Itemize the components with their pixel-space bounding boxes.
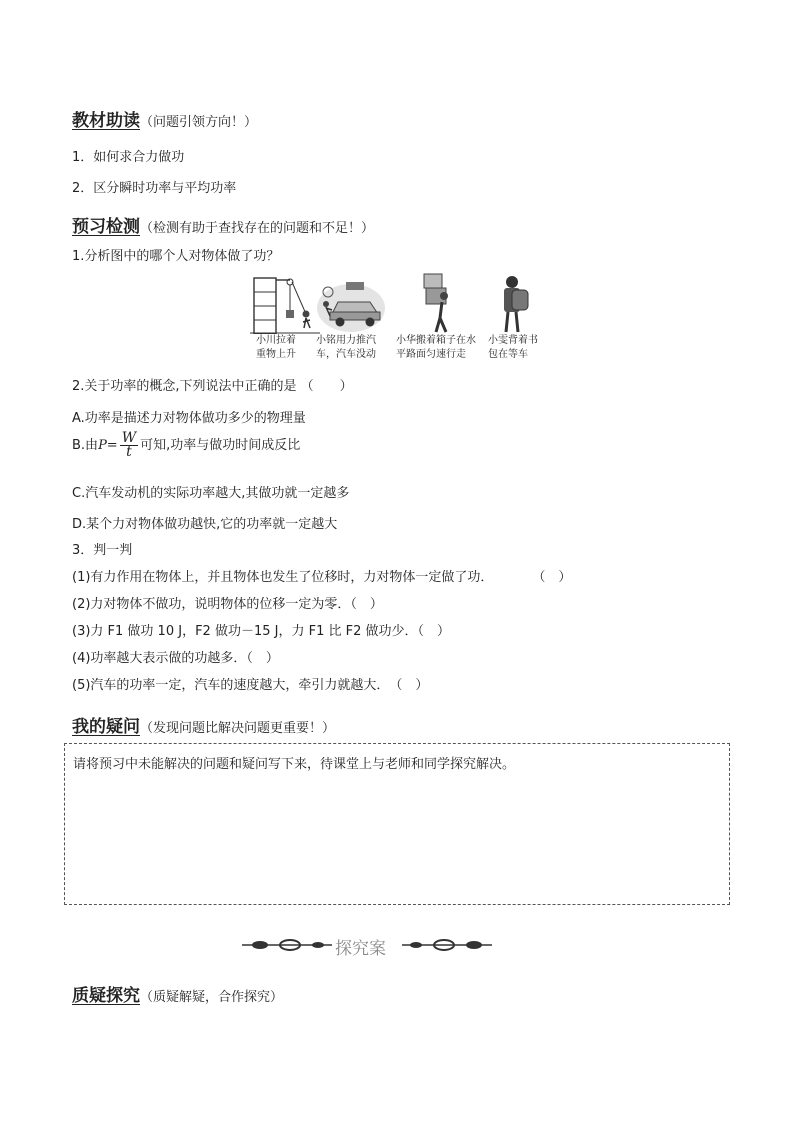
- figure-caption: 小雯背着书 包在等车: [488, 335, 538, 360]
- section-title: 教材助读: [72, 111, 140, 131]
- figure-caption: 小铭用力推汽 车，汽车没动: [316, 335, 376, 360]
- list-item: 2．区分瞬时功率与平均功率: [72, 181, 237, 196]
- section-heading-2: [72, 212, 374, 237]
- section-subtitle: （发现问题比解决问题更重要！）: [140, 721, 336, 736]
- notes-instruction: 请将预习中未能解决的问题和疑问写下来，待课堂上与老师和同学探究解决。: [73, 757, 516, 772]
- figure-pulley-lift: [250, 272, 320, 334]
- section-heading-4: [72, 981, 283, 1006]
- section-title: 预习检测: [72, 217, 140, 237]
- judge-item: (2)力对物体不做功，说明物体的位移一定为零．（ ）: [72, 597, 383, 612]
- section-title: 质疑探究: [72, 986, 140, 1006]
- judge-item: (1)有力作用在物体上，并且物体也发生了位移时，力对物体一定做了功． （ ）: [72, 570, 572, 585]
- option-c: C.汽车发动机的实际功率越大,其做功就一定越多: [72, 486, 350, 501]
- judge-item: (4)功率越大表示做的功越多．（ ）: [72, 651, 279, 666]
- figure-caption: 小川拉着 重物上升: [256, 335, 296, 360]
- section-title: 我的疑问: [72, 717, 140, 737]
- section-heading-1: [72, 106, 257, 131]
- question-2: 2.关于功率的概念,下列说法中正确的是 （ ）: [72, 379, 353, 394]
- question-notes-box: [64, 743, 730, 905]
- section-subtitle: （问题引领方向！）: [140, 115, 258, 130]
- section-subtitle: （质疑解疑，合作探究）: [140, 990, 284, 1005]
- section-subtitle: （检测有助于查找存在的问题和不足！）: [140, 221, 375, 236]
- formula-fraction: $\frac{W}{t}$: [121, 430, 137, 460]
- figure-backpack: [482, 272, 552, 334]
- section-heading-3: [72, 712, 335, 737]
- judge-item: (5)汽车的功率一定，汽车的速度越大，牵引力就越大． （ ）: [72, 678, 429, 693]
- question-1: 1.分析图中的哪个人对物体做了功？: [72, 249, 280, 264]
- figure-caption: 小华搬着箱子在水 平路面匀速行走: [396, 335, 476, 360]
- figure-carry-box: [410, 272, 480, 334]
- list-item: 1．如何求合力做功: [72, 150, 185, 165]
- option-a: A.功率是描述力对物体做功多少的物理量: [72, 411, 306, 426]
- question-3: 3．判一判: [72, 543, 133, 558]
- option-d: D.某个力对物体做功越快,它的功率就一定越大: [72, 517, 338, 532]
- divider-label: 探究案: [335, 939, 386, 959]
- option-b: B.由P= $\frac{W}{t}$ 可知,功率与做功时间成反比: [72, 430, 301, 460]
- judge-item: (3)力 F1 做功 10 J，F2 做功－15 J，力 F1 比 F2 做功少．（ ）: [72, 624, 450, 639]
- figure-push-car: [316, 272, 386, 334]
